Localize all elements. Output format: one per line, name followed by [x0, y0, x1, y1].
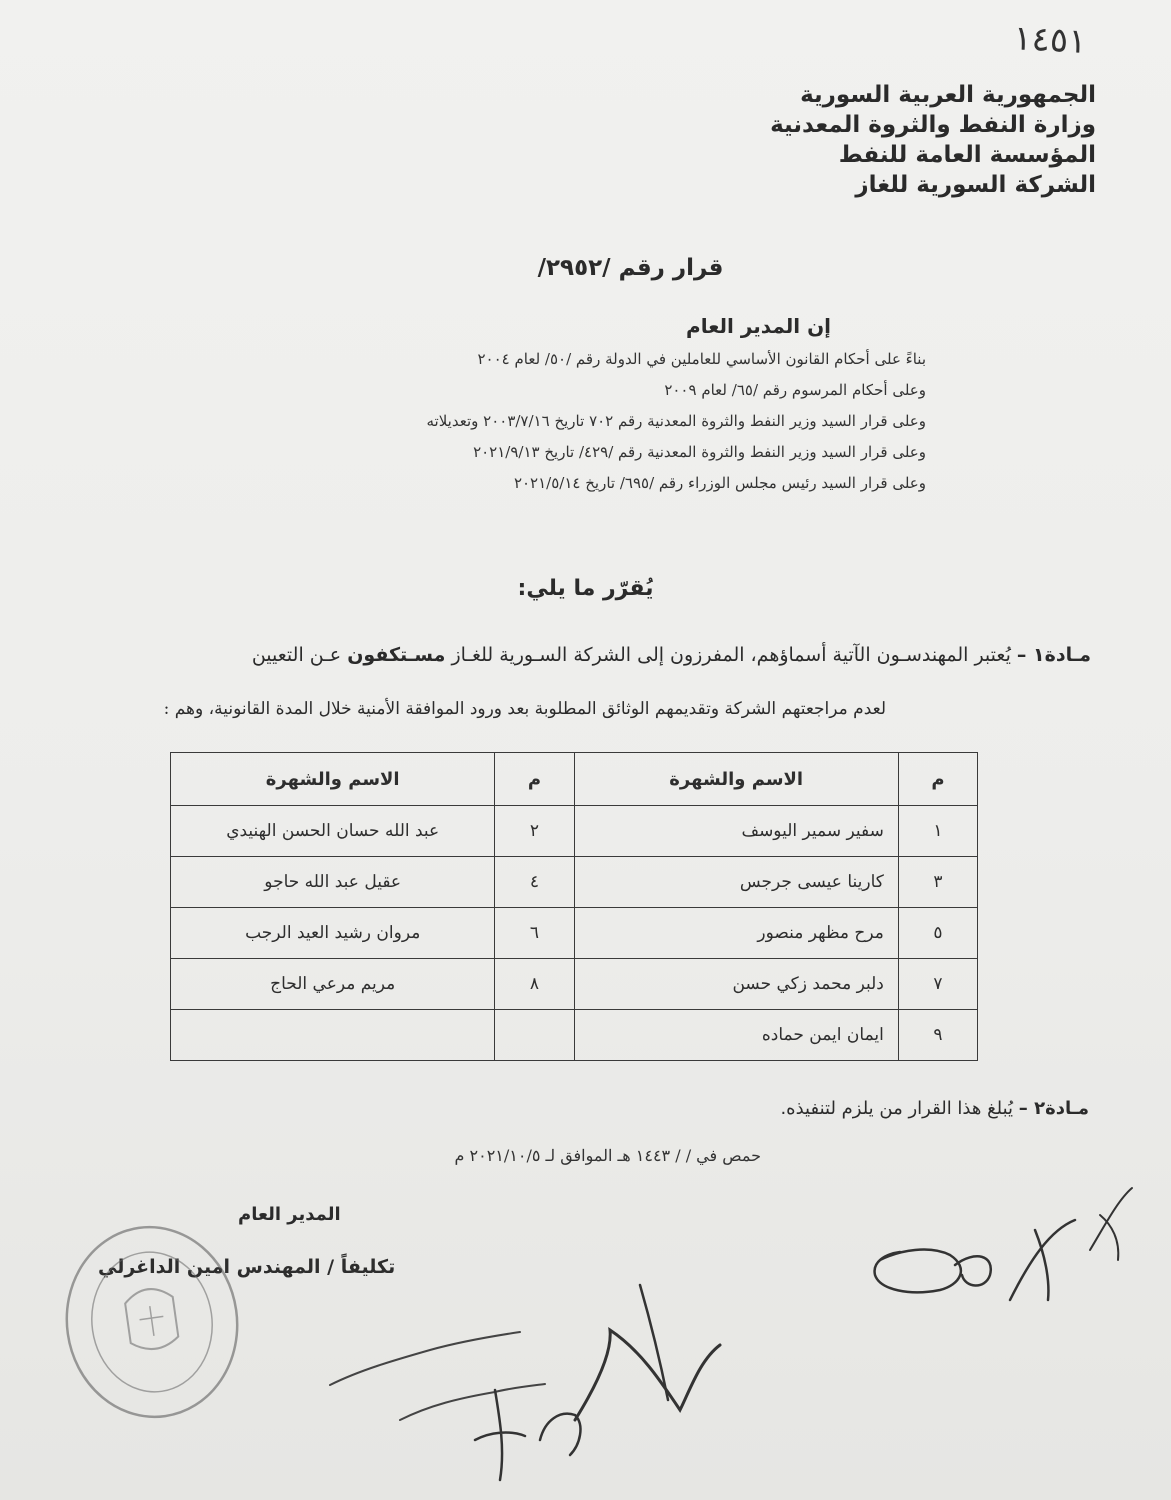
signatory-title: المدير العام [238, 1204, 341, 1225]
issued-date-line: حمص في / / ١٤٤٣ هـ الموافق لـ ٢٠٢١/١٠/٥ م [454, 1146, 761, 1165]
person-name: سفير سمير اليوسف [574, 806, 898, 857]
article-1-text-start: يُعتبر المهندسـون الآتية أسماؤهم، المفرزون إلى الشركة السـورية للغـاز [451, 644, 1011, 666]
official-stamp [55, 1216, 250, 1428]
article-1-line-2: لعدم مراجعتهم الشركة وتقديمهم الوثائق المطلوبة بعد ورود الموافقة الأمنية خلال المدة القانونية، وهم : [163, 699, 886, 719]
decides-heading: يُقرّر ما يلي: [517, 576, 654, 601]
person-name: مروان رشيد العيد الرجب [171, 908, 495, 959]
column-header-number: م [898, 753, 977, 806]
row-number: ٧ [898, 959, 977, 1010]
person-name: مرح مظهر منصور [574, 908, 898, 959]
person-name: عقيل عبد الله حاجو [171, 857, 495, 908]
preamble-line: وعلى قرار السيد وزير النفط والثروة المعدنية رقم /٤٢٩/ تاريخ ٢٠٢١/٩/١٣ [473, 443, 926, 461]
signature-mark [640, 1285, 668, 1400]
row-number: ٥ [898, 908, 977, 959]
preamble-line: وعلى أحكام المرسوم رقم /٦٥/ لعام ٢٠٠٩ [664, 381, 926, 399]
signature-mark [1090, 1188, 1132, 1260]
handwritten-serial-number: ١٤٥١ [1012, 18, 1088, 62]
letterhead-line: الجمهورية العربية السورية [800, 82, 1096, 108]
letterhead-line: الشركة السورية للغاز [855, 172, 1096, 198]
letterhead-line: المؤسسة العامة للنفط [838, 142, 1096, 168]
decree-title: قرار رقم /٢٩٥٢/ [537, 255, 724, 281]
column-header-name: الاسم والشهرة [171, 753, 495, 806]
signature-mark [875, 1250, 961, 1293]
preamble-line: وعلى قرار السيد وزير النفط والثروة المعدنية رقم ٧٠٢ تاريخ ٢٠٠٣/٧/١٦ وتعديلاته [426, 412, 926, 430]
row-number: ٩ [898, 1010, 977, 1061]
person-name: عبد الله حسان الحسن الهنيدي [171, 806, 495, 857]
article-2-text: يُبلغ هذا القرار من يلزم لتنفيذه. [780, 1098, 1014, 1119]
article-2-label: مـادة٢ – [1018, 1098, 1089, 1119]
handwritten-note [400, 1384, 545, 1420]
row-number: ٤ [495, 857, 574, 908]
signature-mark [1010, 1220, 1075, 1300]
row-number: ٢ [495, 806, 574, 857]
handwritten-note [475, 1390, 525, 1480]
signature-mark [575, 1330, 720, 1420]
person-name: مريم مرعي الحاج [171, 959, 495, 1010]
handwritten-note [330, 1332, 520, 1385]
signatory-name: تكليفاً / المهندس امين الداغرلي [98, 1256, 396, 1278]
column-header-number: م [495, 753, 574, 806]
person-name: كارينا عيسى جرجس [574, 857, 898, 908]
preamble-line: وعلى قرار السيد رئيس مجلس الوزراء رقم /٦٩٥/ تاريخ ٢٠٢١/٥/١٤ [513, 474, 926, 492]
letterhead-line: وزارة النفط والثروة المعدنية [770, 112, 1096, 138]
issuer-heading: إن المدير العام [686, 314, 831, 338]
person-name: ايمان ايمن حماده [574, 1010, 898, 1061]
preamble-line: بناءً على أحكام القانون الأساسي للعاملين في الدولة رقم /٥٠/ لعام ٢٠٠٤ [477, 350, 926, 368]
column-header-name: الاسم والشهرة [574, 753, 898, 806]
row-number: ٣ [898, 857, 977, 908]
person-name: دلبر محمد زكي حسن [574, 959, 898, 1010]
row-number: ٨ [495, 959, 574, 1010]
article-1-text-end: عـن التعيين [251, 644, 342, 666]
row-number: ١ [898, 806, 977, 857]
row-number: ٦ [495, 908, 574, 959]
article-1-label: مـادة١ – [1016, 644, 1091, 666]
article-1-bold-word: مسـتكفون [347, 644, 446, 666]
